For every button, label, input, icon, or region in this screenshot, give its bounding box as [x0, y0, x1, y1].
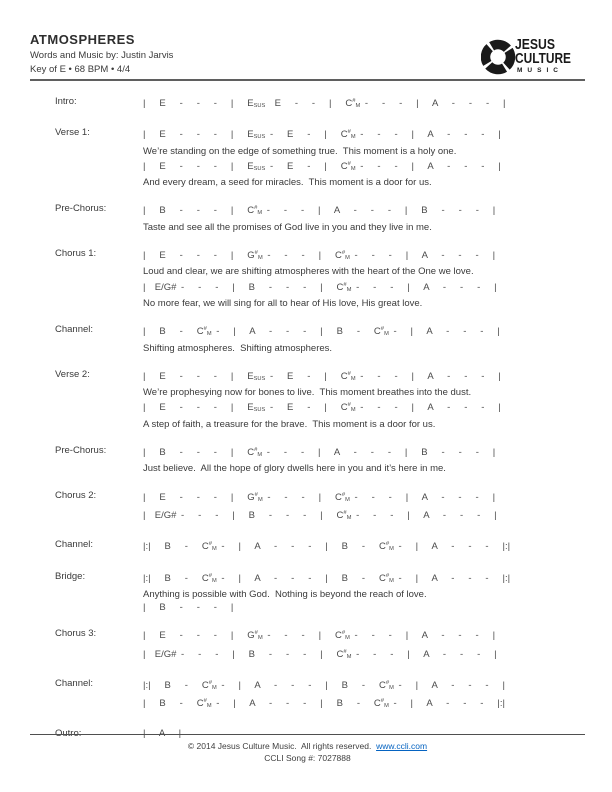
- chord-line: | E - - - | $E_{SUS}$ - E - | $C^{\#}_M$ - - - | A - - - |: [143, 370, 501, 382]
- section-content: [143, 538, 585, 556]
- logo-text-culture: CULTURE: [515, 51, 572, 67]
- lyric-line: Taste and see all the promises of God live in you and they live in me.: [143, 221, 432, 233]
- chord-line: | E/G# - - - | B - - - | $C^{\#}_M$ - - - | A - - - |: [143, 281, 497, 293]
- chord-line: | B - - - | $C^{\#}_M$ - - - | A - - - | B - - - |: [143, 447, 496, 459]
- section-label: Channel:: [55, 324, 94, 336]
- song-section: [30, 126, 585, 189]
- song-section: [30, 95, 585, 113]
- chord-line: | E/G# - - - | B - - - | $C^{\#}_M$ - - - | A - - - |: [143, 648, 497, 660]
- section-label: Channel:: [55, 678, 94, 690]
- section-content: [143, 444, 585, 476]
- song-section: [30, 368, 585, 431]
- song-section: [30, 538, 585, 556]
- chord-line: | E - - - | $G^{\#}_M$ - - - | $C^{\#}_M$ - - - | A - - - |: [143, 630, 496, 642]
- song-section: [30, 444, 585, 476]
- section-content: [143, 627, 585, 664]
- chord-line: | E - - - | $E_{SUS}$ - E - | $C^{\#}_M$ - - - | A - - - |: [143, 402, 501, 414]
- chord-line: | E - - - | $E_{SUS}$ E - - | $C^{\#}_M$ - - - | A - - - |: [143, 98, 506, 109]
- lyric-line: Loud and clear, we are shifting atmospheres with the heart of the One we love.: [143, 266, 474, 278]
- section-label: Chorus 3:: [55, 628, 97, 640]
- lyric-line: No more fear, we will sing for all to hear of His love, His great love.: [143, 297, 423, 309]
- section-content: [143, 570, 585, 615]
- chord-line: | B - $C^{\#}_M$ - | A - - - | B - $C^{\#}_M$ - | A - - - |:|: [143, 698, 505, 710]
- copyright-text: © 2014 Jesus Culture Music. All rights reserved.: [187, 741, 377, 751]
- chord-line: |:| B - $C^{\#}_M$ - | A - - - | B - $C^{\#}_M$ - | A - - - |: [143, 680, 505, 692]
- ccli-link[interactable]: www.ccli.com: [376, 741, 428, 751]
- section-label: Chorus 1:: [55, 248, 97, 260]
- lyric-line: We’re standing on the edge of something true. This moment is a holy one.: [143, 145, 457, 157]
- song-section: [30, 677, 585, 714]
- section-label: Channel:: [55, 539, 94, 551]
- page-header: [30, 32, 585, 81]
- chord-line: |:| B - $C^{\#}_M$ - | A - - - | B - $C^{\#}_M$ - | A - - - |:|: [143, 572, 511, 584]
- section-label: Verse 2:: [55, 368, 90, 380]
- song-section: [30, 323, 585, 355]
- ccli-song-number: CCLI Song #: 7027888: [264, 753, 351, 763]
- section-content: [143, 247, 585, 310]
- lyric-line: Shifting atmospheres. Shifting atmospheres.: [143, 342, 333, 354]
- song-title: ATMOSPHERES: [30, 32, 135, 47]
- section-content: [143, 489, 585, 526]
- section-label: Intro:: [55, 96, 77, 107]
- section-label: Chorus 2:: [55, 489, 97, 501]
- jesus-culture-ring-icon: [481, 40, 515, 74]
- section-content: [143, 323, 585, 355]
- chord-line: | E - - - | $G^{\#}_M$ - - - | $C^{\#}_M$ - - - | A - - - |: [143, 250, 496, 262]
- chord-line: | B - - - | $C^{\#}_M$ - - - | A - - - | B - - - |: [143, 205, 496, 217]
- section-label: Pre-Chorus:: [55, 203, 107, 215]
- chord-line: | E - - - | $E_{SUS}$ - E - | $C^{\#}_M$ - - - | A - - - |: [143, 129, 501, 141]
- section-label: Pre-Chorus:: [55, 445, 107, 457]
- logo-text-jesus: JESUS: [515, 37, 556, 53]
- lyric-line: Just believe. All the hope of glory dwells here in you and it’s here in me.: [143, 463, 446, 475]
- section-content: [143, 368, 585, 431]
- logo-text-music: MUSIC: [517, 67, 563, 74]
- section-label: Verse 1:: [55, 127, 90, 139]
- chord-line: | B - - - |: [143, 602, 234, 614]
- song-section: [30, 570, 585, 615]
- song-section: [30, 247, 585, 310]
- section-label: Bridge:: [55, 570, 86, 582]
- footer-divider: [30, 734, 585, 735]
- chord-line: | E - - - | $E_{SUS}$ - E - | $C^{\#}_M$ - - - | A - - - |: [143, 160, 501, 172]
- section-content: [143, 95, 585, 113]
- section-content: [143, 126, 585, 189]
- song-sections: [30, 95, 585, 740]
- lyric-line: A step of faith, a treasure for the brave. This moment is a door for us.: [143, 418, 436, 430]
- lyric-line: And every dream, a seed for miracles. This moment is a door for us.: [143, 177, 432, 189]
- section-label: Outro:: [55, 727, 82, 739]
- song-section: [30, 627, 585, 664]
- copyright-line: [30, 740, 585, 752]
- song-credits: Words and Music by: Justin Jarvis: [30, 50, 174, 61]
- chord-line: | E - - - | $G^{\#}_M$ - - - | $C^{\#}_M$ - - - | A - - - |: [143, 491, 496, 503]
- song-key-meta: Key of E • 68 BPM • 4/4: [30, 64, 131, 75]
- song-section: [30, 489, 585, 526]
- chord-line: |:| B - $C^{\#}_M$ - | A - - - | B - $C^{\#}_M$ - | A - - - |:|: [143, 541, 511, 553]
- lyric-line: Anything is possible with God. Nothing is beyond the reach of love.: [143, 588, 427, 600]
- chord-line: | B - $C^{\#}_M$ - | A - - - | B - $C^{\#}_M$ - | A - - - |: [143, 326, 500, 338]
- song-section: [30, 202, 585, 234]
- section-content: [143, 202, 585, 234]
- page-footer: [30, 734, 585, 764]
- jesus-culture-logo: [481, 32, 583, 82]
- lyric-line: We’re prophesying now for bones to live. This moment breathes into the dust.: [143, 387, 472, 399]
- chord-line: | E/G# - - - | B - - - | $C^{\#}_M$ - - - | A - - - |: [143, 509, 497, 521]
- section-content: [143, 677, 585, 714]
- chord-line: | A |: [143, 727, 182, 739]
